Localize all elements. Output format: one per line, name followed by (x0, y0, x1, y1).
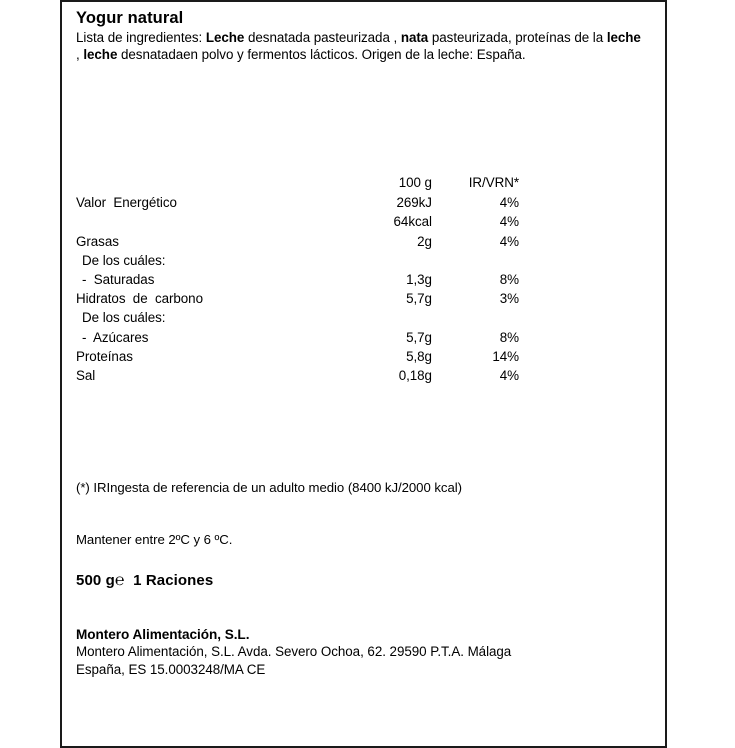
nutrition-row (76, 212, 519, 231)
nutrient-amount: 5,8g (406, 348, 432, 364)
nutrient-percent: 8% (499, 329, 519, 345)
nutrient-amount (322, 251, 432, 270)
company-name: Montero Alimentación, S.L. (76, 627, 250, 643)
company-address-line2: España, ES 15.0003248/MA CE (76, 661, 266, 677)
nutrition-row (76, 308, 519, 327)
nutrition-row (76, 251, 519, 270)
page-title: Yogur natural (76, 9, 184, 27)
nutrient-percent: 14% (492, 348, 519, 364)
nutrient-label: De los cuáles: (82, 310, 166, 326)
nutrient-label: Valor Energético (76, 195, 177, 211)
nutrient-label: Proteínas (76, 348, 133, 364)
ingredient-allergen-leche: Leche (205, 30, 245, 45)
nutrient-label: - Saturadas (82, 272, 155, 287)
servings-count: 1 Raciones (133, 572, 214, 590)
ingredients-text-5: desnatadaen polvo y fermentos lácticos. Origen de la leche: España. (117, 46, 526, 62)
ingredient-allergen-leche-2: leche (606, 30, 641, 45)
header-label (76, 172, 322, 193)
nutrient-percent: 4% (499, 368, 519, 384)
company-info (76, 590, 651, 678)
ingredients-text-3: pasteurizada, proteínas de la (428, 30, 607, 45)
nutrition-label-panel (60, 0, 667, 748)
ingredients-text-4: , (76, 46, 84, 62)
nutrient-percent: 4% (499, 214, 519, 230)
ingredients-list (76, 30, 648, 63)
nutrient-percent: 4% (499, 233, 519, 249)
nutrient-amount: 269kJ (396, 195, 432, 211)
layout-spacer (76, 63, 651, 172)
storage-instruction: Mantener entre 2ºC y 6 ºC. (76, 532, 233, 548)
ingredients-text-2: desnatada pasteurizada , (244, 30, 401, 45)
company-address-line1: Montero Alimentación, S.L. Avda. Severo Ochoa, 62. 29590 P.T.A. Málaga (76, 644, 512, 660)
net-weight-line (76, 548, 651, 590)
nutrient-label: - Azúcares (82, 329, 149, 345)
nutrient-percent: 4% (499, 195, 519, 211)
ingredient-allergen-nata: nata (400, 30, 429, 45)
nutrition-row (76, 347, 519, 366)
nutrient-amount: 5,7g (406, 329, 432, 345)
nutrient-amount: 1,3g (406, 272, 432, 287)
nutrient-label: Sal (76, 368, 96, 384)
nutrition-row (76, 232, 519, 251)
nutrient-label: Hidratos de carbono (76, 291, 203, 307)
nutrient-amount (322, 308, 432, 327)
nutrient-label: De los cuáles: (82, 252, 166, 268)
header-amount: 100 g (398, 175, 432, 191)
nutrient-amount: 2g (417, 233, 432, 249)
nutrient-percent: 3% (499, 291, 519, 307)
nutrition-row (76, 270, 519, 289)
nutrition-table-header-row (76, 172, 519, 193)
nutrient-label: Grasas (76, 233, 119, 249)
nutrition-table (76, 172, 519, 385)
ingredient-allergen-leche-3: leche (83, 46, 118, 62)
nutrition-row (76, 328, 519, 347)
ingredients-label: Lista de ingredientes: (76, 30, 203, 45)
reference-intake-note: (*) IRIngesta de referencia de un adulto medio (8400 kJ/2000 kcal) (76, 480, 462, 496)
nutrient-amount: 5,7g (406, 291, 432, 307)
net-weight-value: 500 g (76, 572, 115, 590)
nutrition-table-body (76, 172, 519, 385)
header-percent: IR/VRN* (468, 175, 519, 191)
estimated-sign-icon: ℮ (114, 572, 125, 590)
nutrient-label (76, 212, 322, 231)
nutrition-row (76, 366, 519, 385)
nutrient-percent: 8% (499, 272, 519, 287)
nutrient-percent (432, 251, 519, 270)
nutrient-amount: 64kcal (393, 214, 432, 230)
nutrient-amount: 0,18g (398, 368, 432, 384)
nutrition-row (76, 289, 519, 308)
nutrient-percent (432, 308, 519, 327)
nutrition-row (76, 193, 519, 212)
servings-spacer (125, 572, 134, 589)
